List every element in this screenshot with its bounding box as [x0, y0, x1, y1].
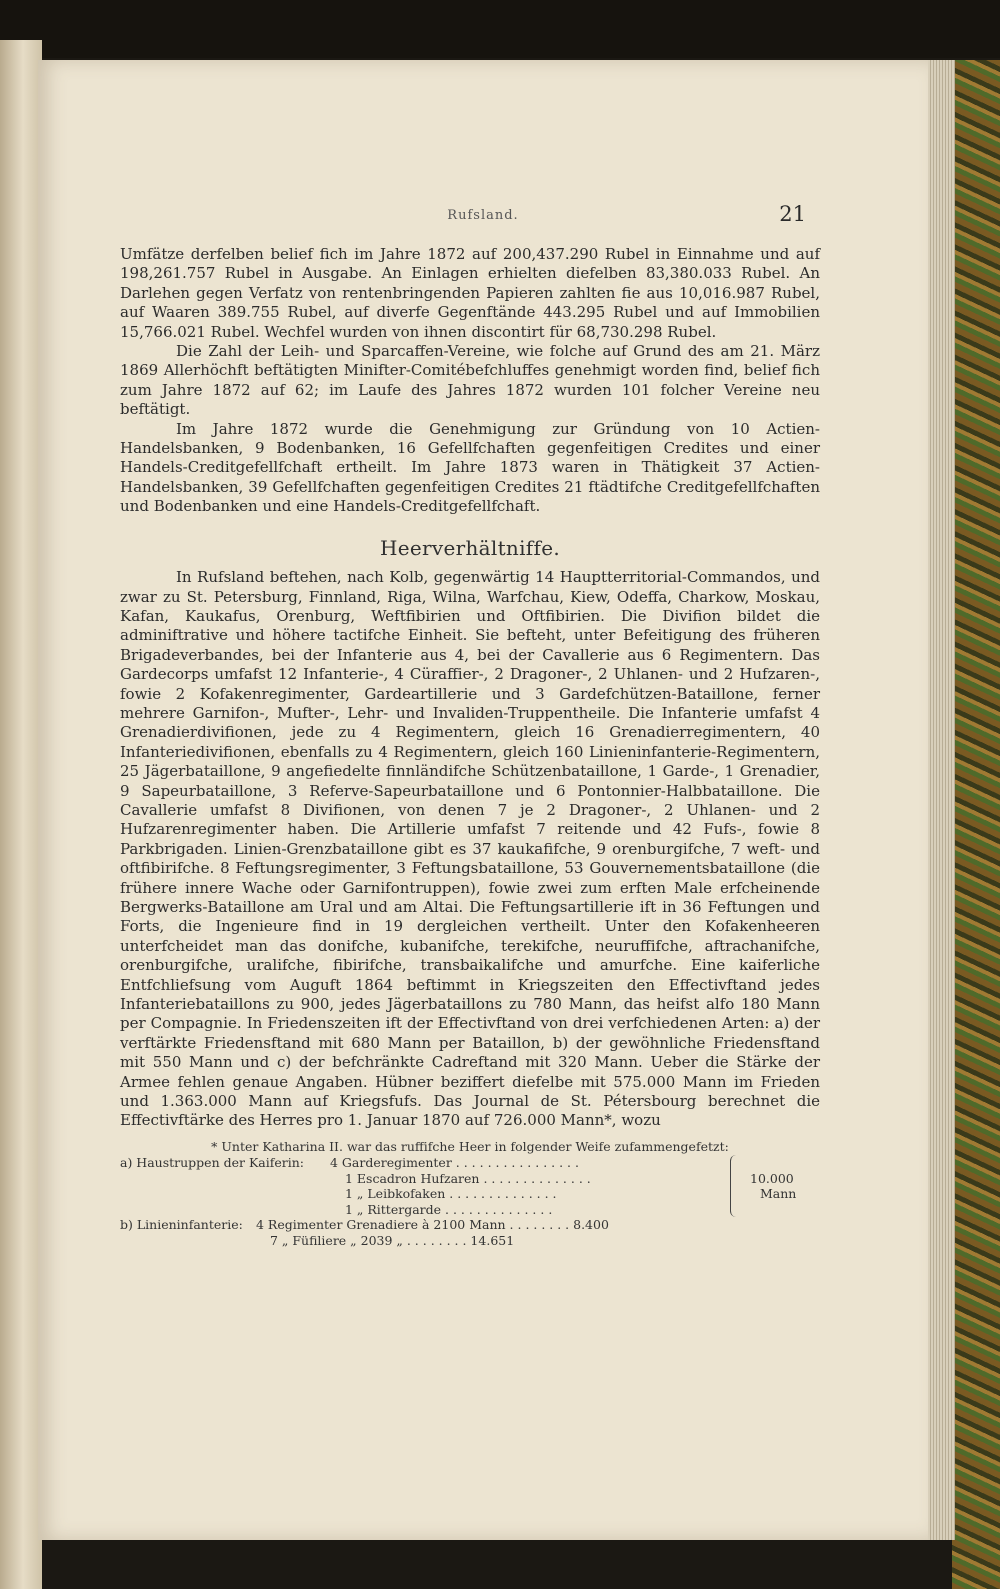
paragraph-2: Die Zahl der Leih- und Sparcaffen-Vereine, wie folche auf Grund des am 21. März 1869 Allerhöchft beftätigten Minifter-Comitébefchluffes genehmigt worden find, belief fich zum Jahre 1872 auf 62; im Laufe des Jahres 1872 wurden 101 folcher Vereine neu beftätigt.: [120, 342, 820, 419]
footnote-brace-unit: Mann: [760, 1186, 797, 1202]
paragraph-3: Im Jahre 1872 wurde die Genehmigung zur Gründung von 10 Actien-Handelsbanken, 9 Bodenbanken, 16 Gefellfchaften gegenfeitigen Credites und einer Handels-Creditgefellfchaft ertheilt. Im Jahre 1873 waren in Thätigkeit 37 Actien-Handelsbanken, 39 Gefellfchaften gegenfeitigen Credites 21 ftädtifche Creditgefellfchaften und Bodenbanken und eine Handels-Creditgefellfchaft.: [120, 419, 820, 516]
footnote-row-label: a) Haustruppen der Kaiferin:: [120, 1155, 304, 1171]
footnote-row-item: 7 „ Füfiliere „ 2039 „ . . . . . . . . 14.651: [270, 1232, 515, 1248]
section-paragraph: In Rufsland beftehen, nach Kolb, gegenwärtig 14 Hauptterritorial-Commandos, und zwar zu St. Petersburg, Finnland, Riga, Wilna, Warfchau, Kiew, Odeffa, Charkow, Moskau, Kafan, Kaukafus, Orenburg, Weftfibirien und Oftfibirien. Die Divifion bildet die adminiftrative und höhere tactifche Einheit. Sie befteht, unter Befeitigung des früheren Brigadeverbandes, bei der Infanterie aus 4, bei der Cavallerie aus 6 Regimentern. Das Gardecorps umfafst 12 Infanterie-, 4 Cüraffier-, 2 Dragoner-, 2 Uhlanen- und 2 Hufzaren-, fowie 2 Kofakenregimenter, Gardeartillerie und 3 Gardefchützen-Bataillone, ferner mehrere Garnifon-, Mufter-, Lehr- und Invaliden-Truppentheile. Die Infanterie umfafst 4 Grenadierdivifionen, jede zu 4 Regimentern, gleich 16 Grenadierregimentern, 40 Infanteriedivifionen, ebenfalls zu 4 Regimentern, gleich 160 Linieninfanterie-Regimentern, 25 Jägerbataillone, 9 angefiedelte finnländifche Schützenbataillone, 1 Garde-, 1 Grenadier, 9 Sapeurbataillone, 3 Referve-Sapeurbataillone und 6 Pontonnier-Halbbataillone. Die Cavallerie umfafst 8 Divifionen, von denen 7 je 2 Dragoner-, 2 Uhlanen- und 2 Hufzarenregimenter haben. Die Artillerie umfafst 7 reitende und 42 Fufs-, fowie 8 Parkbrigaden. Linien-Grenzbataillone gibt es 37 kaukafifche, 9 orenburgifche, 7 weft- und oftfibirifche. 8 Feftungsregimenter, 3 Feftungsbataillone, 53 Gouvernementsbataillone (die frühere innere Wache oder Garnifontruppen), fowie zwei zum erften Male erfcheinende Bergwerks-Bataillone am Ural und am Altai. Die Feftungsartillerie ift in 36 Feftungen und Forts, die Ingenieure find in 19 dergleichen vertheilt. Unter den Kofakenheeren unterfcheidet man das donifche, kubanifche, terekifche, neuruffifche, aftrachanifche, orenburgifche, uralifche, fibirifche, transbaikalifche und amurfche. Eine kaiferliche Entfchliefsung vom Auguft 1864 beftimmt in Kriegszeiten den Effectivftand jedes Infanteriebataillons zu 900, jedes Jägerbataillons zu 780 Mann, das heifst alfo 180 Mann per Compagnie. In Friedenszeiten ift der Effectivftand von drei verfchiedenen Arten: a) der verftärkte Friedensftand mit 680 Mann per Bataillon, b) der gewöhnliche Friedensftand mit 550 Mann und c) der befchränkte Cadreftand mit 320 Mann. Ueber die Stärke der Armee fehlen genaue Angaben. Hübner beziffert diefelbe mit 575.000 Mann im Frieden und 1.363.000 Mann auf Kriegsfufs. Das Journal de St. Pétersbourg berechnet die Effectivftärke des Herres pro 1. Januar 1870 auf 726.000 Mann*, wozu: [120, 568, 820, 1130]
footnote-row-item: 4 Regimenter Grenadiere à 2100 Mann . . . . . . . . 8.400: [256, 1217, 609, 1233]
footnote-row-item: 4 Garderegimenter . . . . . . . . . . . . . . . .: [330, 1155, 579, 1171]
paragraph-1: Umfätze derfelben belief fich im Jahre 1872 auf 200,437.290 Rubel in Einnahme und auf 198,261.757 Rubel in Ausgabe. An Einlagen erhielten diefelben 83,380.033 Rubel. An Darlehen gegen Verfatz von rentenbringenden Papieren zahlten fie aus 10,016.987 Rubel, auf Waaren 389.755 Rubel, auf diverfe Gegenftände 443.295 Rubel und auf Immobilien 15,766.021 Rubel. Wechfel wurden von ihnen discontirt für 68,730.298 Rubel.: [120, 245, 820, 341]
footnote-brace-value: 10.000: [750, 1171, 794, 1187]
footnote-row-item: 1 „ Rittergarde . . . . . . . . . . . . . .: [345, 1201, 553, 1217]
marbled-book-cover: [952, 60, 1000, 1589]
facing-page-edge: [0, 40, 42, 1589]
footnote-brace: [730, 1155, 739, 1217]
section-title: Heerverhältniffe.: [380, 535, 560, 560]
footnote: [120, 1139, 820, 1246]
running-head: Rufsland.: [447, 208, 519, 223]
footnote-row-label: b) Linieninfanterie:: [120, 1217, 243, 1233]
footnote-row-item: 1 Escadron Hufzaren . . . . . . . . . . . . . .: [345, 1170, 591, 1186]
scan-background-top: [0, 0, 1000, 58]
body-text: [120, 245, 820, 1248]
footnote-row-item: 1 „ Leibkofaken . . . . . . . . . . . . . .: [345, 1186, 557, 1202]
book-page: [38, 60, 928, 1540]
page-edges: [925, 60, 955, 1540]
footnote-intro: * Unter Katharina II. war das ruffifche Heer in folgender Weife zufammengefetzt:: [211, 1138, 729, 1154]
page-number: 21: [779, 202, 806, 226]
footnote-table: [120, 1155, 820, 1248]
